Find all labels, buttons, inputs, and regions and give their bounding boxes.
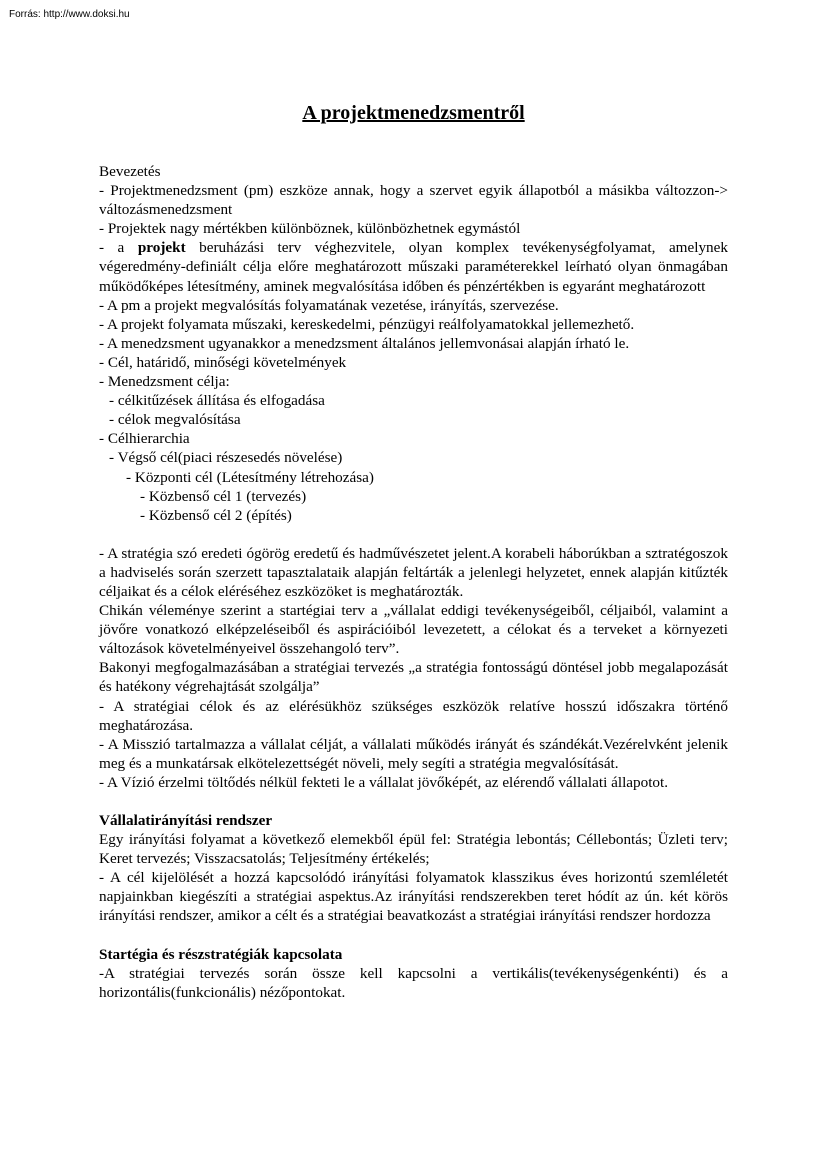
intro-line-6: - A menedzsment ugyanakkor a menedzsment általános jellemvonásai alapján írható le. [99,334,630,352]
intro-line-4: - A pm a projekt megvalósítás folyamatának vezetése, irányítás, szervezése. [99,296,559,314]
spacer [99,926,728,945]
substrategy-heading: Startégia és részstratégiák kapcsolata [99,945,343,963]
page-title: A projektmenedzsmentről [302,102,525,124]
strategy-paragraph-1: - A stratégia szó eredeti ógörög eredetű és hadművészetet jelent.A korabeli háborúkban a sztratégoszok a hadviselés során szerzett tapasztalataik alapján feltárták a jelenlegi helyzetet, ennek alapján kitűzték céljaikat és a célok eléréséhez eszközöket is meghatározták. [99,544,728,600]
intro-line-5: - A projekt folyamata műszaki, kereskedelmi, pénzügyi reálfolyamatokkal jellemezhető. [99,315,635,333]
intro-line-3-text: beruházási terv véghezvitele, olyan komplex tevékenységfolyamat, amelynek végeredmény-definiált célja előre meghatározott műszaki paraméterekkel leírható olyan önmagában működőképes létesítmény, aminek megvalósítása időben és pénzértékben is egyaránt meghatározott [99,239,728,295]
spacer [99,525,728,544]
intro-line-7: - Cél, határidő, minőségi követelmények [99,353,347,371]
intro-line-14: - Közbenső cél 1 (tervezés) [140,487,307,505]
intro-line-13: - Központi cél (Létesítmény létrehozása) [126,468,374,486]
intro-heading: Bevezetés [99,163,161,180]
spacer [99,792,728,811]
projekt-bold-term: projekt [137,239,186,257]
strategy-paragraph-3: Bakonyi megfogalmazásában a stratégiai tervezés „a stratégia fontosságú döntésel jobb megalapozását és hatékony végrehajtását szolgálja” [99,659,728,696]
source-note: Forrás: http://www.doksi.hu [9,9,130,20]
intro-line-10: - célok megvalósítása [109,411,241,429]
intro-line-15: - Közbenső cél 2 (építés) [140,506,292,524]
intro-line-8: - Menedzsment célja: [99,373,230,391]
strategy-paragraph-2: Chikán véleménye szerint a startégiai terv a „vállalat eddigi tevékenységeiből, céljaiból, valamint a jövőre vonatkozó elképzeléseiből és aspirációiból levezetett, a célokat és a terveket a környezeti változások követelményeivel összehangoló terv”. [99,602,728,658]
intro-line-11: - Célhierarchia [99,430,190,448]
management-paragraph-2: - A cél kijelölését a hozzá kapcsolódó irányítási folyamatok klasszikus éves horizontú szemléletét napjainkban kiegészíti a stratégiai aspektus.Az irányítási rendszerekben teret hódít az ún. két körös irányítási rendszer, amikor a célt és a stratégiai beavatkozást a stratégiai irányítási rendszer hordozza [99,869,728,925]
intro-line-2: - Projektek nagy mértékben különböznek, különbözhetnek egymástól [99,220,521,238]
intro-line-3-prefix: - a [99,239,138,257]
substrategy-paragraph-1: -A stratégiai tervezés során össze kell kapcsolni a vertikális(tevékenységenkénti) és a horizontális(funkcionális) nézőpontokat. [99,964,728,1001]
intro-line-1: - Projektmenedzsment (pm) eszköze annak, hogy a szervet egyik állapotból a másikba változzon-> változásmenedzsment [99,182,728,219]
strategy-paragraph-5: - A Misszió tartalmazza a vállalat célját, a vállalati működés irányát és szándékát.Vezérelvként jelenik meg és a munkatársak elkötelezettségét növeli, mely segíti a stratégia megvalósítását. [99,735,728,772]
intro-line-12: - Végső cél(piaci részesedés növelése) [109,449,343,467]
management-paragraph-1: Egy irányítási folyamat a következő elemekből épül fel: Stratégia lebontás; Céllebontás; Üzleti terv; Keret tervezés; Visszacsatolás; Teljesítmény értékelés; [99,831,728,868]
management-heading: Vállalatirányítási rendszer [99,812,273,829]
document-body [99,162,728,1002]
strategy-paragraph-6: - A Vízió érzelmi töltődés nélkül fekteti le a vállalat jövőképét, az elérendő vállalati állapotot. [99,773,669,791]
intro-line-9: - célkitűzések állítása és elfogadása [109,392,325,410]
strategy-paragraph-4: - A stratégiai célok és az elérésükhöz szükséges eszközök relatíve hosszú időszakra történő meghatározása. [99,697,728,734]
intro-line-3 [99,238,728,295]
